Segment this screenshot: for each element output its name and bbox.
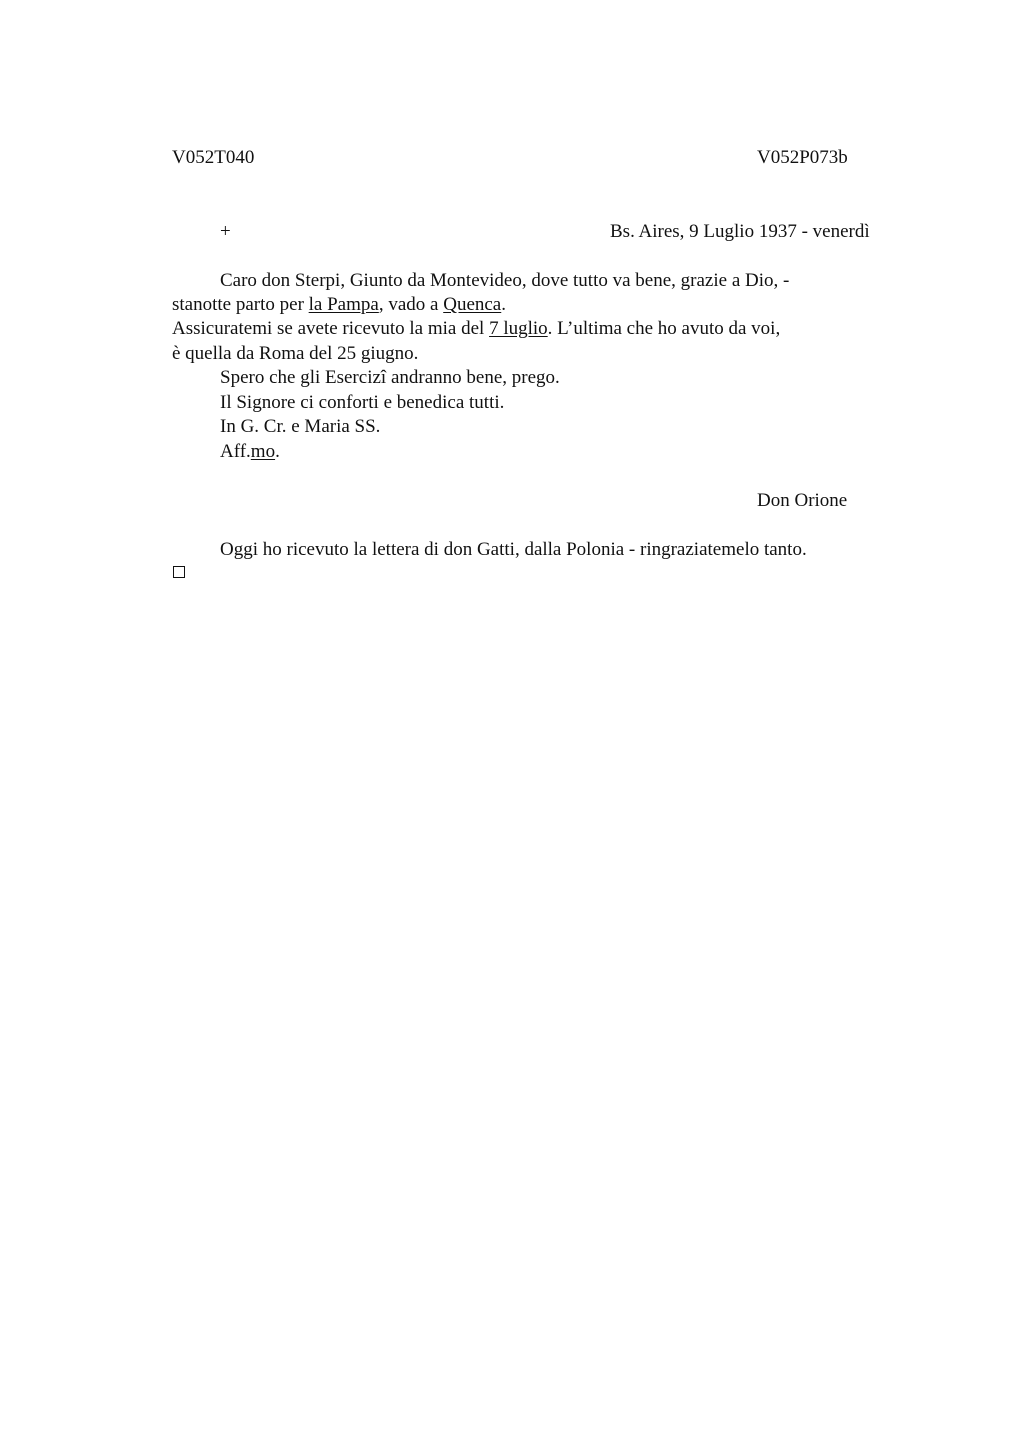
letter-line-6: Il Signore ci conforti e benedica tutti. <box>220 392 505 413</box>
place-quenca: Quenca <box>443 294 502 315</box>
letter-line-1: Caro don Sterpi, Giunto da Montevideo, dove tutto va bene, grazie a Dio, - <box>220 270 790 291</box>
checkbox-square-icon <box>173 566 185 578</box>
date-7-luglio: 7 luglio <box>489 318 548 339</box>
closing-salutation: Aff.mo. <box>220 441 280 462</box>
signature: Don Orione <box>757 490 848 511</box>
letter-line-7: In G. Cr. e Maria SS. <box>220 416 381 437</box>
postscript: Oggi ho ricevuto la lettera di don Gatti, dalla Polonia - ringraziatemelo tanto. <box>220 539 807 560</box>
letter-line-5: Spero che gli Esercizi andranno bene, prego. <box>220 367 560 388</box>
place-la-pampa: la Pampa <box>308 294 379 315</box>
document-code-right: V052P073b <box>757 147 848 168</box>
letter-line-3: Assicuratemi se avete ricevuto la mia del 7 luglio. L’ultima che ho avuto da voi, <box>172 318 781 339</box>
letter-line-2: stanotte parto per la Pampa, vado a Quenca. <box>172 294 506 315</box>
document-code-left: V052T040 <box>172 147 255 168</box>
closing-superscript: mo <box>250 441 276 462</box>
dateline: Bs. Aires, 9 Luglio 1937 - venerdì <box>610 221 870 242</box>
cross-symbol: + <box>220 221 231 242</box>
letter-line-4: è quella da Roma del 25 giugno. <box>172 343 419 364</box>
